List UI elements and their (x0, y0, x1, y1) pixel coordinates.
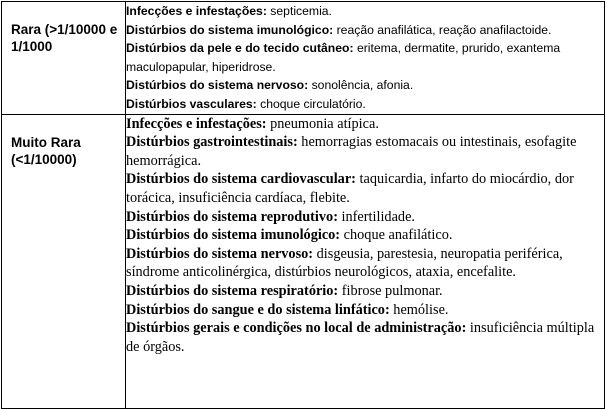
frequency-label: Rara (>1/10000 e 1/1000 (11, 22, 118, 54)
reaction-entry (126, 115, 604, 134)
reaction-text: taquicardia, infarto do miocárdio, dor torácica, insuficiência cardíaca, flebite. (126, 171, 574, 206)
reaction-entry (126, 208, 604, 227)
reaction-category: Distúrbios do sangue e do sistema linfático: (126, 301, 390, 318)
reaction-category: Distúrbios do sistema imunológico: (126, 227, 341, 244)
reaction-text: choque circulatório. (260, 96, 366, 111)
reaction-category: Infecções e infestações: (126, 4, 267, 18)
reaction-category: Distúrbios gastrointestinais: (126, 134, 298, 151)
reaction-category: Distúrbios do sistema cardiovascular: (126, 171, 356, 188)
reaction-text: reação anafilática, reação anafilactoide. (336, 22, 552, 37)
reaction-text: pneumonia atípica. (270, 115, 379, 132)
reaction-category: Distúrbios do sistema imunológico: (126, 22, 334, 37)
adverse-reactions-table (1, 1, 605, 409)
reaction-text: disgeusia, parestesia, neuropatia periférica, síndrome anticolinérgica, distúrbios neurológicos, ataxia, encefalite. (126, 245, 563, 281)
frequency-label-cell (2, 114, 126, 408)
reactions-cell (126, 2, 605, 115)
reaction-text: insuficiência múltipla de órgãos. (126, 320, 595, 355)
reaction-category: Distúrbios do sistema respiratório: (126, 282, 339, 299)
reaction-category: Infecções e infestações: (126, 115, 267, 132)
frequency-label: Muito Rara (<1/10000) (11, 134, 81, 167)
reaction-text: infertilidade. (341, 208, 415, 225)
reaction-entry (126, 133, 604, 170)
reaction-text: hemorragias estomacais ou intestinais, esofagite hemorrágica. (126, 134, 577, 169)
reaction-category: Distúrbios gerais e condições no local de administração: (126, 320, 467, 337)
reaction-text: eritema, dermatite, prurido, exantema maculopapular, hiperidrose. (126, 41, 561, 74)
reaction-category: Distúrbios do sistema reprodutivo: (126, 208, 338, 225)
reaction-text: sonolência, afonia. (311, 78, 414, 93)
reaction-entry (126, 21, 604, 40)
reaction-category: Distúrbios vasculares: (126, 96, 257, 111)
reaction-text: fibrose pulmonar. (341, 282, 443, 299)
reactions-cell (126, 114, 605, 408)
reaction-category: Distúrbios do sistema nervoso: (126, 245, 314, 262)
reaction-category: Distúrbios da pele e do tecido cutâneo: (126, 41, 354, 56)
reaction-entry (126, 301, 604, 320)
reaction-entry (126, 2, 604, 21)
reaction-entry (126, 76, 604, 95)
table-row-muito-rara (2, 114, 605, 408)
reaction-category: Distúrbios do sistema nervoso: (126, 78, 309, 93)
reaction-entry (126, 245, 604, 282)
reaction-text: septicemia. (270, 4, 332, 18)
reaction-text: choque anafilático. (343, 227, 453, 244)
table-row-rara (2, 2, 605, 115)
reaction-entry (126, 282, 604, 301)
reaction-entry (126, 39, 604, 76)
reaction-entry (126, 319, 604, 356)
reaction-text: hemólise. (393, 301, 449, 318)
reaction-entry (126, 170, 604, 207)
reaction-entry (126, 226, 604, 245)
reaction-entry (126, 95, 604, 114)
frequency-label-cell (2, 2, 126, 115)
